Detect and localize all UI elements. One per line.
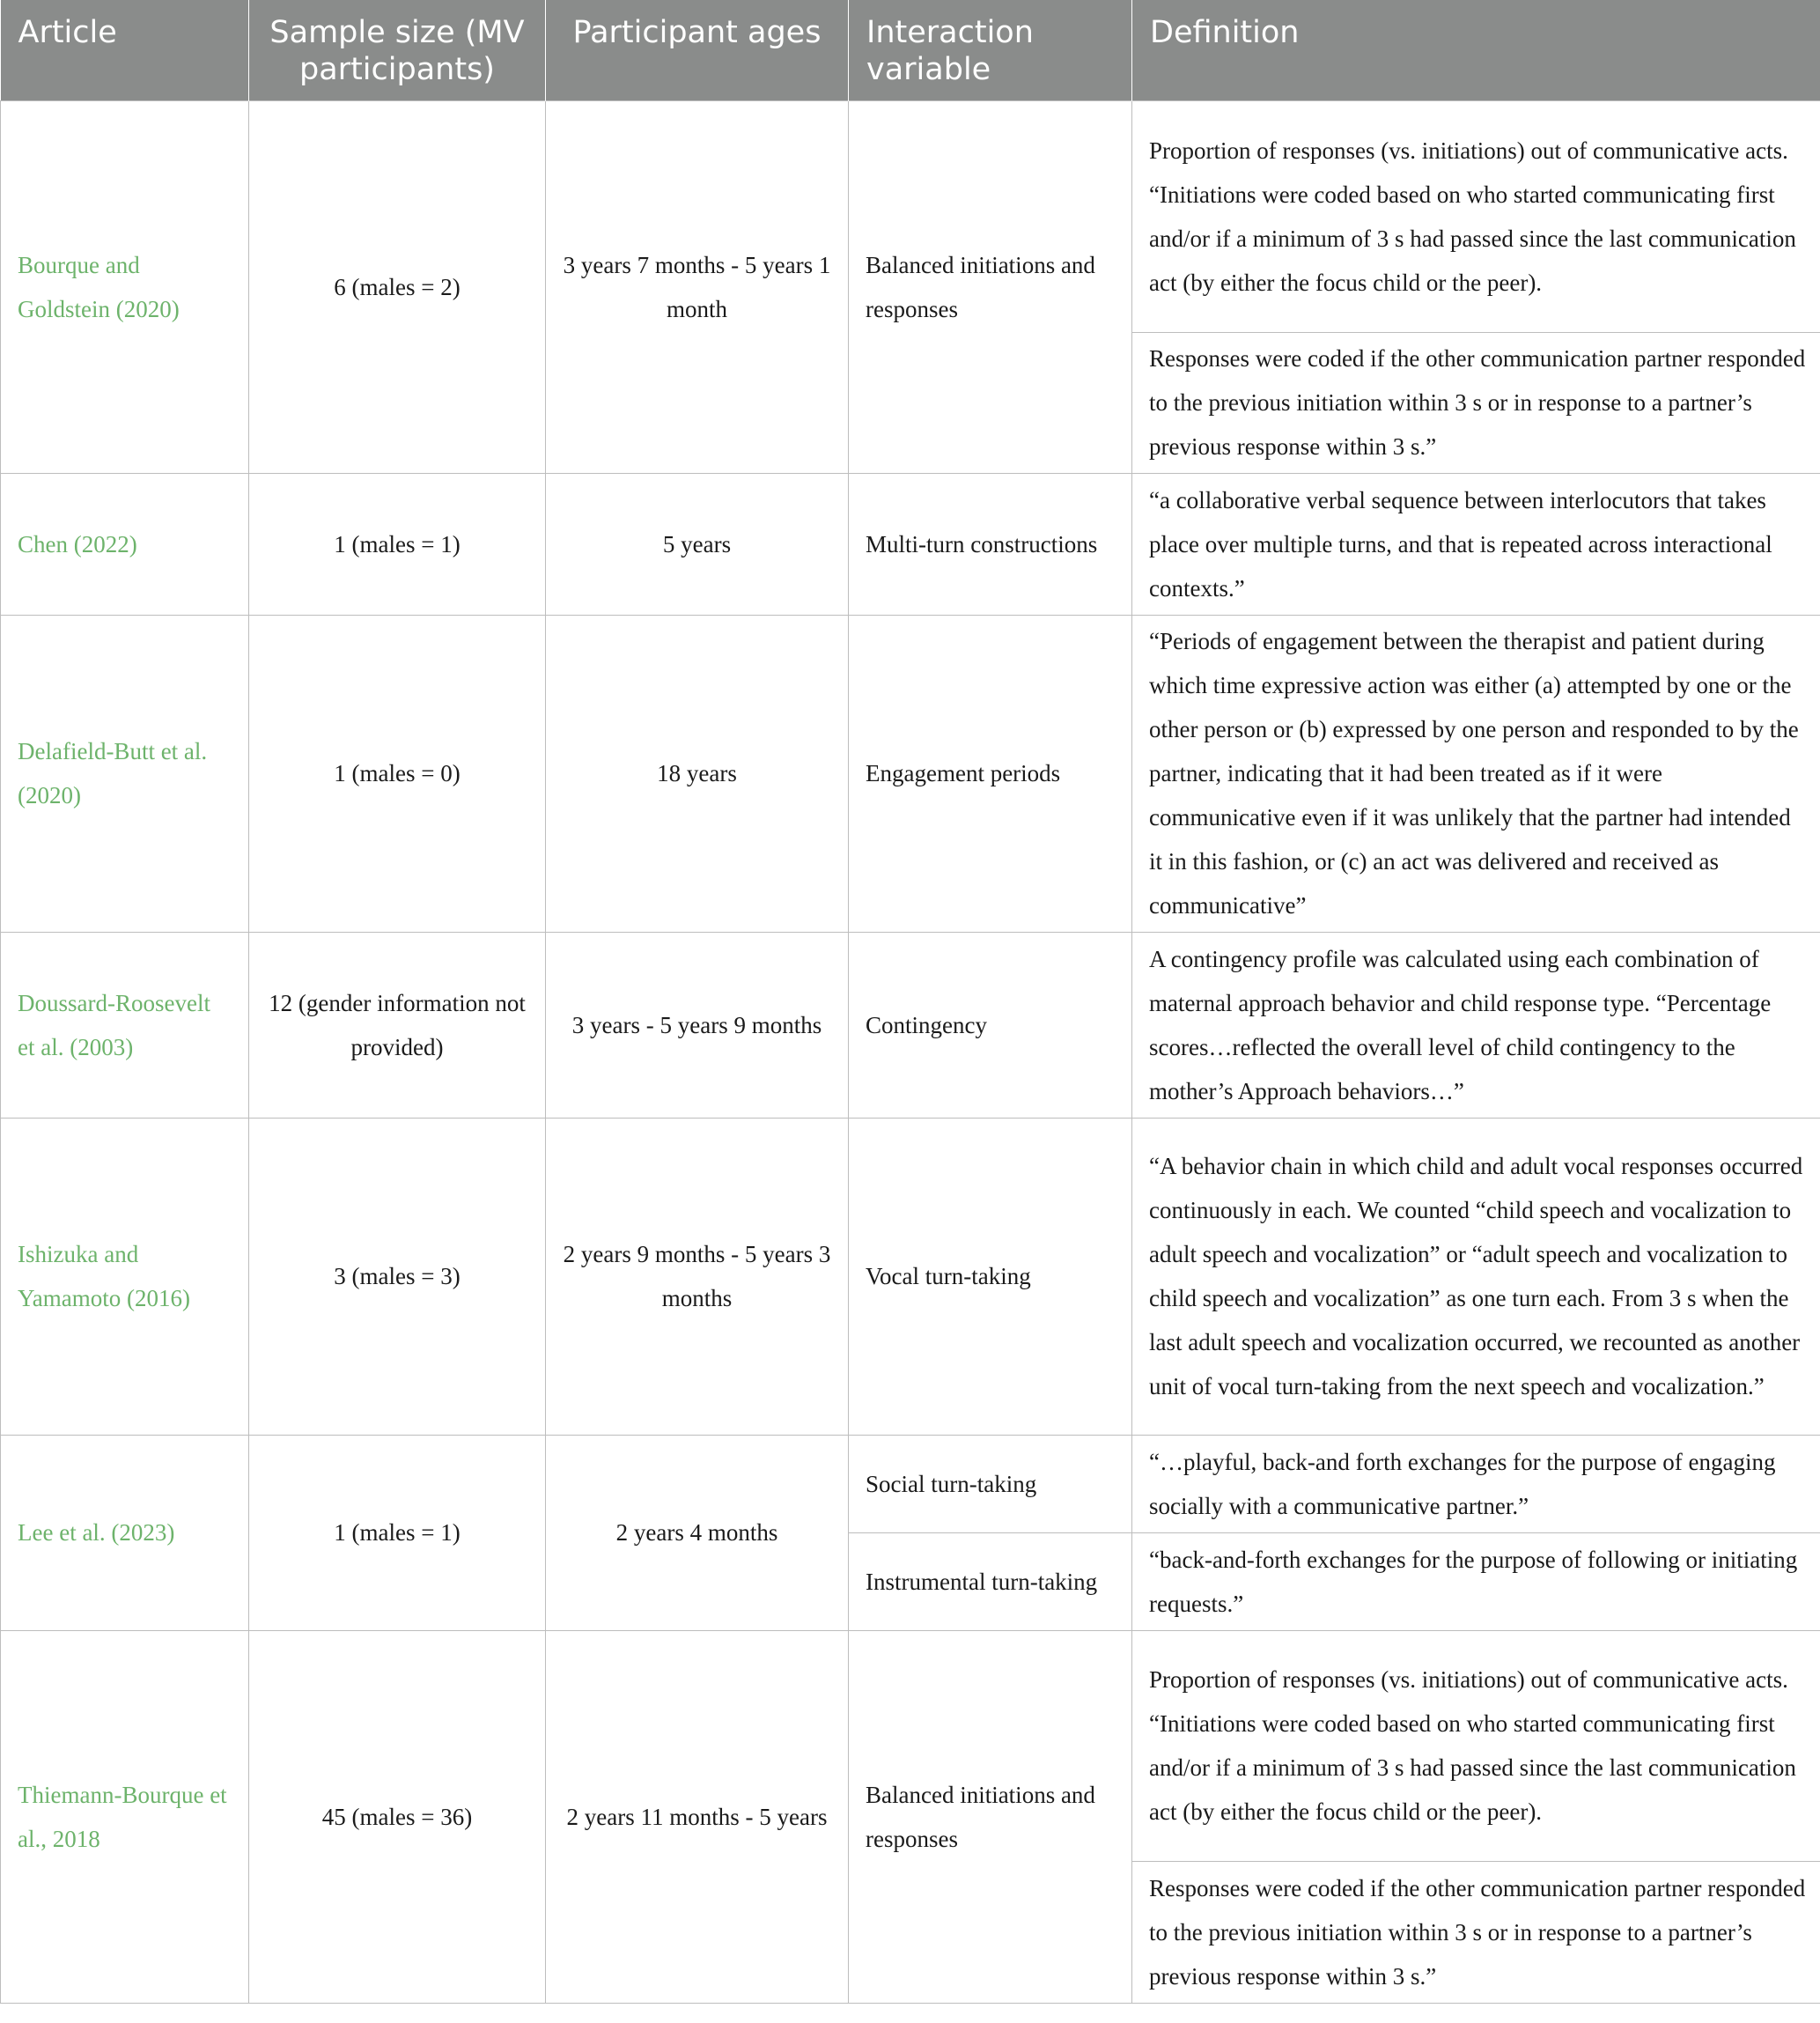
sample-size-cell: 6 (males = 2) <box>249 100 546 473</box>
definition-cell: “a collaborative verbal sequence between interlocutors that takes place over multiple turns, and that is repeated across interactional contexts.” <box>1132 473 1820 615</box>
definition-cell: Proportion of responses (vs. initiations) out of communicative acts. “Initiations were coded based on who started communicating first and/or if a minimum of 3 s had passed since the last communication act (by either the focus child or the peer). <box>1132 100 1820 332</box>
table-row <box>1 1118 1820 1435</box>
header-article: Article <box>1 0 249 100</box>
sample-size-cell: 1 (males = 1) <box>249 1435 546 1630</box>
sample-size-cell: 12 (gender information not provided) <box>249 932 546 1118</box>
ages-cell: 2 years 4 months <box>546 1435 849 1630</box>
article-link[interactable]: Doussard-Roosevelt et al. (2003) <box>1 932 249 1118</box>
definition-cell: A contingency profile was calculated using each combination of maternal approach behavior and child response type. “Percentage scores…reflected the overall level of child contingency to the mother’s Approach behaviors…” <box>1132 932 1820 1118</box>
table-row <box>1 615 1820 932</box>
header-participant-ages: Participant ages <box>546 0 849 100</box>
definition-cell: “…playful, back-and forth exchanges for the purpose of engaging socially with a communicative partner.” <box>1132 1435 1820 1532</box>
definition-cell: “back-and-forth exchanges for the purpose of following or initiating requests.” <box>1132 1532 1820 1630</box>
table-header <box>1 0 1820 100</box>
definition-cell: Proportion of responses (vs. initiations) out of communicative acts. “Initiations were coded based on who started communicating first and/or if a minimum of 3 s had passed since the last communication act (by either the focus child or the peer). <box>1132 1630 1820 1861</box>
table-row <box>1 473 1820 615</box>
article-link[interactable]: Thiemann-Bourque et al., 2018 <box>1 1630 249 2003</box>
ages-cell: 5 years <box>546 473 849 615</box>
table-row <box>1 932 1820 1118</box>
ages-cell: 3 years 7 months - 5 years 1 month <box>546 100 849 473</box>
variable-cell: Instrumental turn-taking <box>849 1532 1132 1630</box>
header-definition: Definition <box>1132 0 1820 100</box>
sample-size-cell: 1 (males = 1) <box>249 473 546 615</box>
sample-size-cell: 45 (males = 36) <box>249 1630 546 2003</box>
article-link[interactable]: Bourque and Goldstein (2020) <box>1 100 249 473</box>
variable-cell: Vocal turn-taking <box>849 1118 1132 1435</box>
table-row <box>1 1630 1820 1861</box>
definition-cell: “Periods of engagement between the therapist and patient during which time expressive action was either (a) attempted by one or the other person or (b) expressed by one person and responded to by the partner, indicating that it had been treated as if it were communicative even if it was unlikely that the partner had intended it in this fashion, or (c) an act was delivered and received as communicative” <box>1132 615 1820 932</box>
table-row <box>1 100 1820 332</box>
definition-cell: “A behavior chain in which child and adult vocal responses occurred continuously in each. We counted “child speech and vocalization to adult speech and vocalization” or “adult speech and vocalization to child speech and vocalization” as one turn each. From 3 s when the last adult speech and vocalization occurred, we recounted as another unit of vocal turn-taking from the next speech and vocalization.” <box>1132 1118 1820 1435</box>
variable-cell: Balanced initiations and responses <box>849 1630 1132 2003</box>
variable-cell: Balanced initiations and responses <box>849 100 1132 473</box>
variable-cell: Contingency <box>849 932 1132 1118</box>
ages-cell: 18 years <box>546 615 849 932</box>
article-link[interactable]: Ishizuka and Yamamoto (2016) <box>1 1118 249 1435</box>
sample-size-cell: 1 (males = 0) <box>249 615 546 932</box>
ages-cell: 2 years 11 months - 5 years <box>546 1630 849 2003</box>
table-body <box>1 100 1820 2003</box>
definition-cell: Responses were coded if the other communication partner responded to the previous initiation within 3 s or in response to a partner’s previous response within 3 s.” <box>1132 332 1820 473</box>
definition-cell: Responses were coded if the other communication partner responded to the previous initiation within 3 s or in response to a partner’s previous response within 3 s.” <box>1132 1861 1820 2003</box>
header-row <box>1 0 1820 100</box>
header-interaction-variable: Interaction variable <box>849 0 1132 100</box>
variable-cell: Engagement periods <box>849 615 1132 932</box>
sample-size-cell: 3 (males = 3) <box>249 1118 546 1435</box>
variable-cell: Social turn-taking <box>849 1435 1132 1532</box>
article-link[interactable]: Lee et al. (2023) <box>1 1435 249 1630</box>
article-link[interactable]: Delafield-Butt et al. (2020) <box>1 615 249 932</box>
article-link[interactable]: Chen (2022) <box>1 473 249 615</box>
table-row <box>1 1435 1820 1532</box>
ages-cell: 2 years 9 months - 5 years 3 months <box>546 1118 849 1435</box>
variable-cell: Multi-turn constructions <box>849 473 1132 615</box>
header-sample-size: Sample size (MV participants) <box>249 0 546 100</box>
ages-cell: 3 years - 5 years 9 months <box>546 932 849 1118</box>
